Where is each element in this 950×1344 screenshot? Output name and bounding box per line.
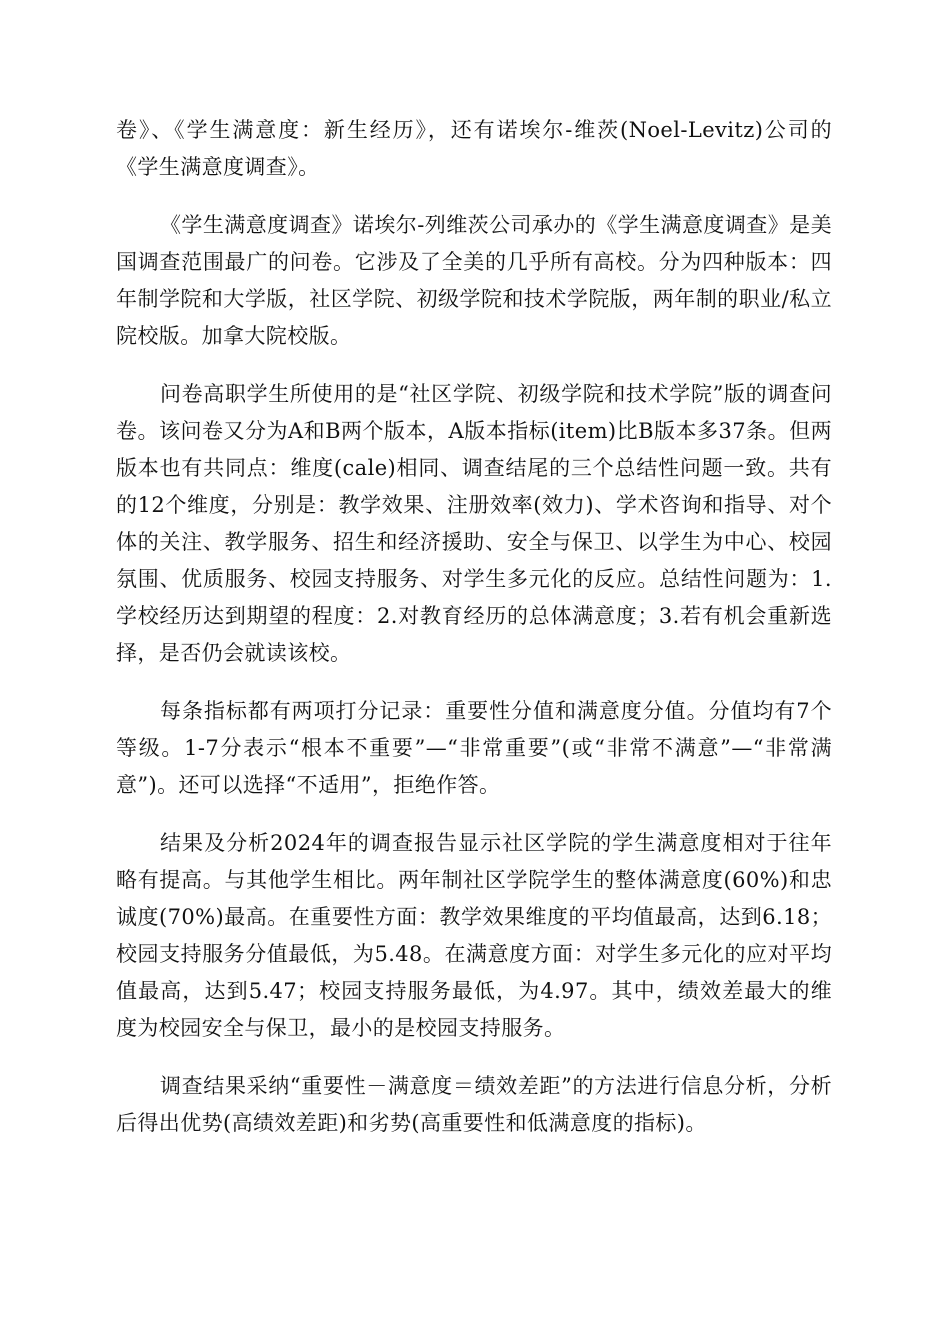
paragraph-method: 调查结果采纳“重要性－满意度＝绩效差距”的方法进行信息分析，分析后得出优势(高绩效差距)和劣势(高重要性和低满意度的指标)。 bbox=[116, 1074, 832, 1135]
document-body bbox=[116, 112, 832, 1163]
paragraph-continuation: 卷》、《学生满意度：新生经历》，还有诺埃尔-维茨(Noel-Levitz)公司的《学生满意度调查》。 bbox=[116, 118, 832, 179]
paragraph-survey-intro: 《学生满意度调查》诺埃尔-列维茨公司承办的《学生满意度调查》是美国调查范围最广的问卷。它涉及了全美的几乎所有高校。分为四种版本：四年制学院和大学版，社区学院、初级学院和技术学院版，两年制的职业/私立院校版。加拿大院校版。 bbox=[116, 213, 832, 348]
paragraph-scoring: 每条指标都有两项打分记录：重要性分值和满意度分值。分值均有7个等级。1-7分表示“根本不重要”—“非常重要”(或“非常不满意”—“非常满意”)。还可以选择“不适用”，拒绝作答。 bbox=[116, 699, 832, 797]
paragraph-results-analysis: 结果及分析2024年的调查报告显示社区学院的学生满意度相对于往年略有提高。与其他学生相比。两年制社区学院学生的整体满意度(60%)和忠诚度(70%)最高。在重要性方面：教学效果维度的平均值最高，达到6.18；校园支持服务分值最低，为5.48。在满意度方面：对学生多元化的应对平均值最高，达到5.47；校园支持服务最低，为4.97。其中，绩效差最大的维度为校园安全与保卫，最小的是校园支持服务。 bbox=[116, 831, 832, 1040]
paragraph-questionnaire-versions: 问卷高职学生所使用的是“社区学院、初级学院和技术学院”版的调查问卷。该问卷又分为A和B两个版本，A版本指标(item)比B版本多37条。但两版本也有共同点：维度(cale)相同、调查结尾的三个总结性问题一致。共有的12个维度，分别是：教学效果、注册效率(效力)、学术咨询和指导、对个体的关注、教学服务、招生和经济援助、安全与保卫、以学生为中心、校园氛围、优质服务、校园支持服务、对学生多元化的反应。总结性问题为：1.学校经历达到期望的程度：2.对教育经历的总体满意度；3.若有机会重新选择，是否仍会就读该校。 bbox=[116, 382, 832, 665]
